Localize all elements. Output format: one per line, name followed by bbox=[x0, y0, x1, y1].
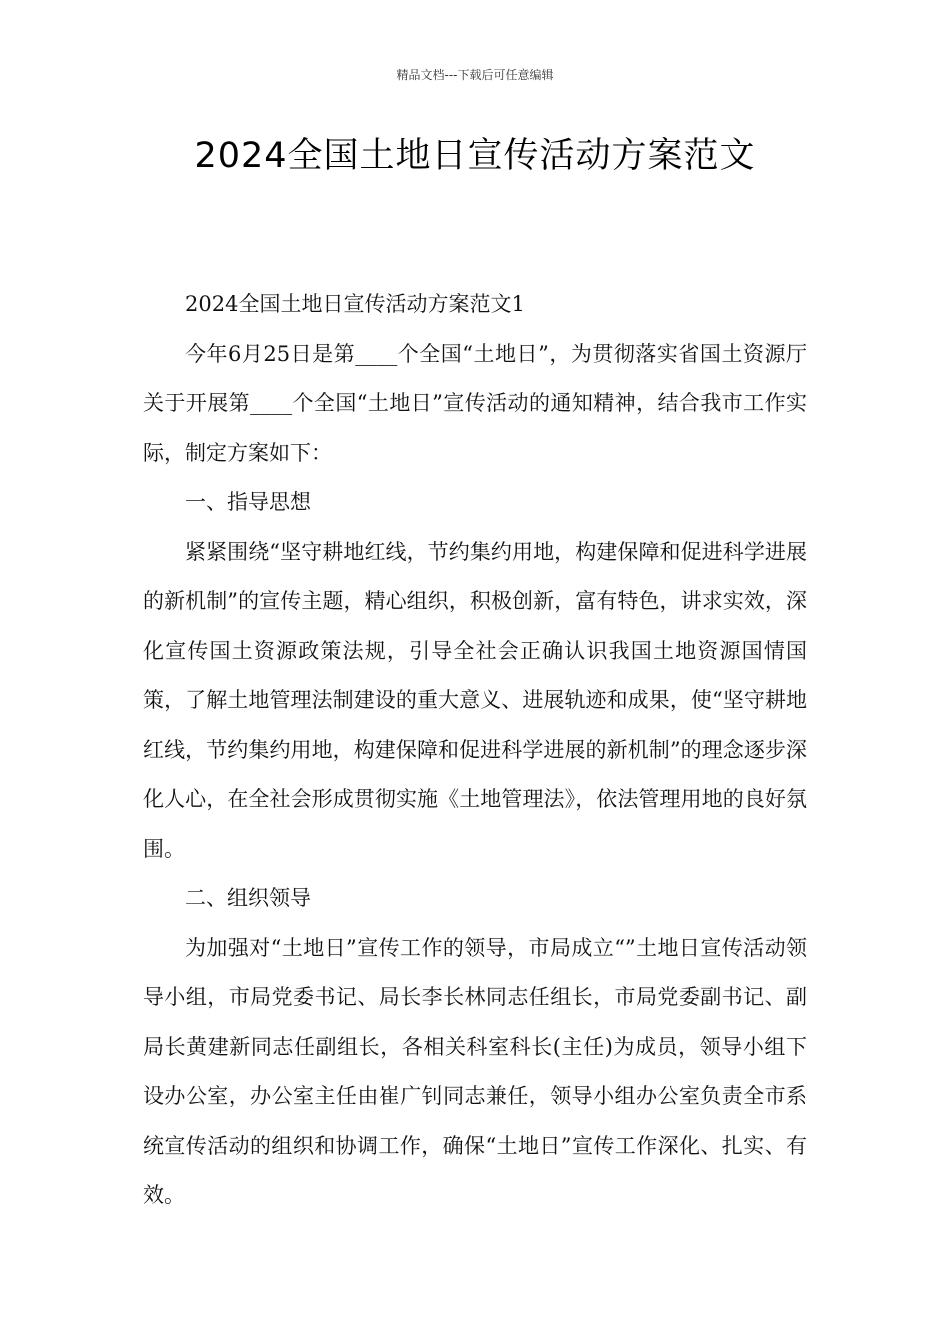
document-body bbox=[143, 280, 807, 1221]
guiding-ideology-paragraph: 紧紧围绕“坚守耕地红线，节约集约用地，构建保障和促进科学进展的新机制”的宣传主题，精心组织，积极创新，富有特色，讲求实效，深化宣传国土资源政策法规，引导全社会正确认识我国土地资源国情国策，了解土地管理法制建设的重大意义、进展轨迹和成果，使“坚守耕地红线，节约集约用地，构建保障和促进科学进展的新机制”的理念逐步深化人心，在全社会形成贯彻实施《土地管理法》，依法管理用地的良好氛围。 bbox=[143, 539, 807, 861]
intro-paragraph: 今年6月25日是第____个全国“土地日”，为贯彻落实省国土资源厅关于开展第____个全国“土地日”宣传活动的通知精神，结合我市工作实际，制定方案如下： bbox=[143, 341, 807, 465]
document-title: 2024全国土地日宣传活动方案范文 bbox=[194, 136, 756, 176]
header-note: 精品文档---下载后可任意编辑 bbox=[396, 68, 554, 82]
section-heading-subtitle: 2024全国土地日宣传活动方案范文1 bbox=[185, 292, 525, 316]
section-heading-organization: 二、组织领导 bbox=[185, 886, 311, 910]
section-heading-guiding-ideology: 一、指导思想 bbox=[185, 490, 311, 514]
organization-paragraph: 为加强对“土地日”宣传工作的领导，市局成立“”土地日宣传活动领导小组，市局党委书记、局长李长林同志任组长，市局党委副书记、副局长黄建新同志任副组长，各相关科室科长(主任)为成员，领导小组下设办公室，办公室主任由崔广钊同志兼任，领导小组办公室负责全市系统宣传活动的组织和协调工作，确保“土地日”宣传工作深化、扎实、有效。 bbox=[143, 935, 807, 1207]
